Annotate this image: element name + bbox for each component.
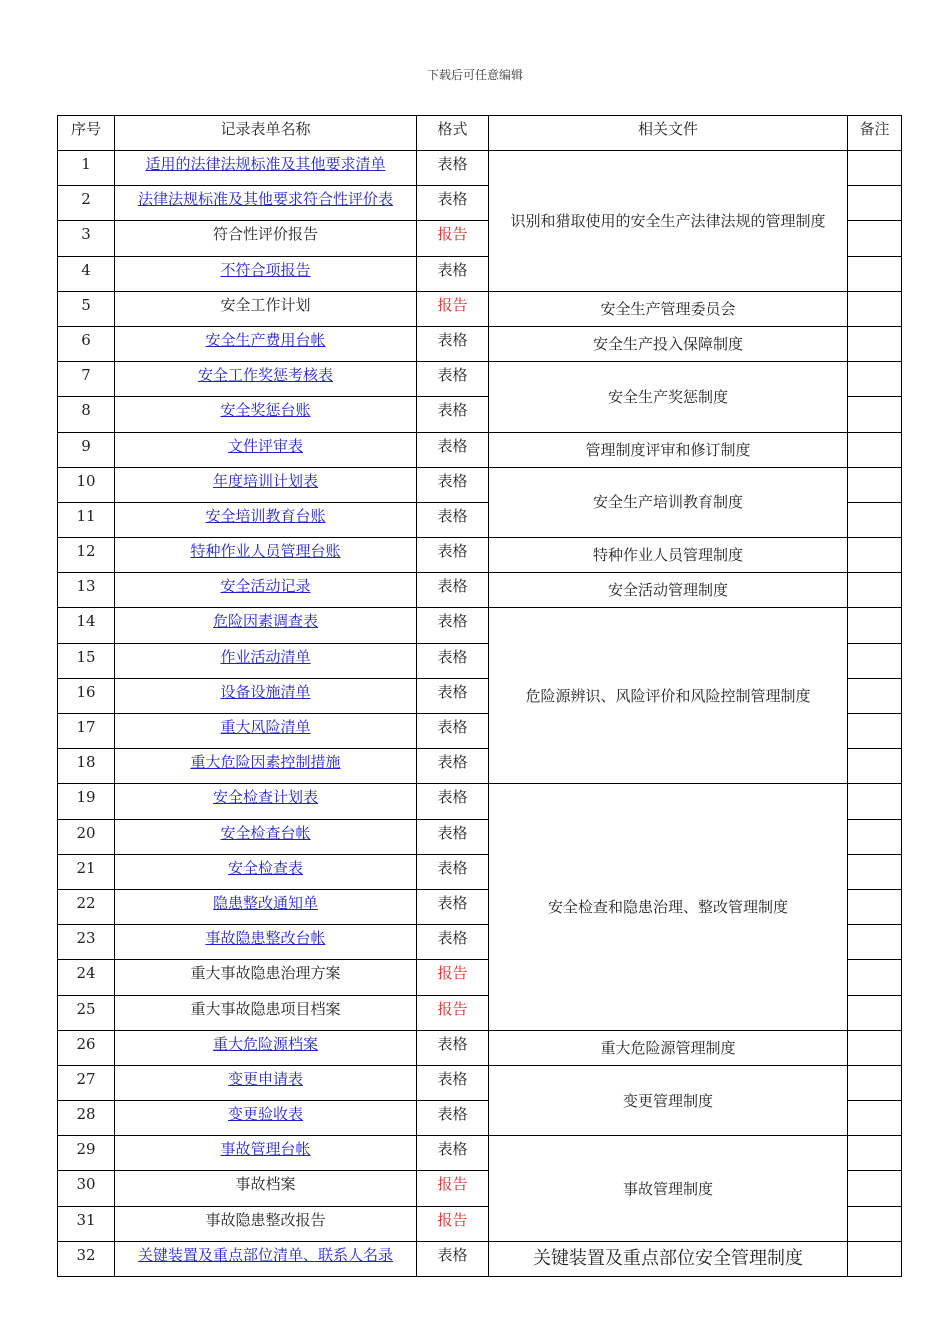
record-name-cell	[115, 538, 417, 573]
record-name-cell	[115, 960, 417, 995]
record-name-link[interactable]: 重大危险因素控制措施	[190, 753, 341, 772]
table-row	[58, 362, 902, 397]
table-row	[58, 1136, 902, 1171]
record-name-cell	[115, 326, 417, 361]
remarks-cell	[848, 326, 902, 361]
format-cell: 表格	[417, 678, 489, 713]
row-index: 20	[58, 819, 115, 854]
table-body	[58, 151, 902, 1277]
table-row	[58, 1030, 902, 1065]
format-cell: 表格	[417, 186, 489, 221]
record-name-link[interactable]: 适用的法律法规标准及其他要求清单	[145, 155, 386, 173]
related-doc-cell: 安全活动管理制度	[489, 573, 848, 608]
format-cell: 表格	[417, 749, 489, 784]
remarks-cell	[848, 1206, 902, 1241]
format-cell: 报告	[417, 291, 489, 326]
table-row	[58, 608, 902, 643]
format-cell: 表格	[417, 502, 489, 537]
row-index: 31	[58, 1206, 115, 1241]
remarks-cell	[848, 854, 902, 889]
record-name-cell	[115, 221, 417, 256]
remarks-cell	[848, 1101, 902, 1136]
row-index: 14	[58, 608, 115, 643]
column-header-related-docs: 相关文件	[489, 116, 848, 151]
record-name-cell	[115, 995, 417, 1030]
record-name-text: 重大事故隐患治理方案	[190, 964, 341, 983]
record-name-cell	[115, 608, 417, 643]
record-name-link[interactable]: 安全奖惩台账	[220, 401, 311, 420]
remarks-cell	[848, 502, 902, 537]
record-name-link[interactable]: 安全检查计划表	[212, 788, 318, 807]
row-index: 25	[58, 995, 115, 1030]
record-name-link[interactable]: 安全工作奖惩考核表	[197, 366, 333, 385]
record-name-cell	[115, 467, 417, 502]
related-doc-cell: 变更管理制度	[489, 1065, 848, 1135]
format-cell: 表格	[417, 1030, 489, 1065]
remarks-cell	[848, 432, 902, 467]
record-name-cell	[115, 1241, 417, 1276]
format-cell: 表格	[417, 714, 489, 749]
record-name-link[interactable]: 设备设施清单	[220, 682, 311, 701]
row-index: 5	[58, 291, 115, 326]
remarks-cell	[848, 678, 902, 713]
related-doc-cell: 事故管理制度	[489, 1136, 848, 1242]
record-name-link[interactable]: 事故管理台帐	[220, 1140, 311, 1159]
format-cell: 表格	[417, 1065, 489, 1100]
records-table	[57, 115, 902, 1277]
row-index: 8	[58, 397, 115, 432]
row-index: 28	[58, 1101, 115, 1136]
record-name-link[interactable]: 安全生产费用台帐	[205, 330, 326, 349]
remarks-cell	[848, 221, 902, 256]
record-name-link[interactable]: 危险因素调查表	[212, 612, 318, 631]
format-cell: 表格	[417, 1101, 489, 1136]
table-row	[58, 573, 902, 608]
format-cell: 表格	[417, 819, 489, 854]
row-index: 13	[58, 573, 115, 608]
record-name-link[interactable]: 重大风险清单	[220, 718, 311, 736]
record-name-cell	[115, 643, 417, 678]
table-row	[58, 538, 902, 573]
format-cell: 表格	[417, 854, 489, 889]
row-index: 4	[58, 256, 115, 291]
format-cell: 表格	[417, 256, 489, 291]
record-name-text: 事故隐患整改报告	[205, 1210, 326, 1229]
remarks-cell	[848, 608, 902, 643]
record-name-cell	[115, 1136, 417, 1171]
row-index: 29	[58, 1136, 115, 1171]
format-cell: 报告	[417, 1171, 489, 1206]
table-row	[58, 432, 902, 467]
related-doc-cell: 危险源辨识、风险评价和风险控制管理制度	[489, 608, 848, 784]
remarks-cell	[848, 889, 902, 924]
remarks-cell	[848, 1030, 902, 1065]
record-name-link[interactable]: 隐患整改通知单	[212, 893, 318, 912]
format-cell: 表格	[417, 1241, 489, 1276]
table-header-row	[58, 116, 902, 151]
record-name-cell	[115, 1030, 417, 1065]
table-row	[58, 326, 902, 361]
record-name-link[interactable]: 变更验收表	[227, 1105, 303, 1124]
format-cell: 报告	[417, 1206, 489, 1241]
record-name-cell	[115, 784, 417, 819]
row-index: 23	[58, 925, 115, 960]
row-index: 9	[58, 432, 115, 467]
remarks-cell	[848, 186, 902, 221]
record-name-cell	[115, 1065, 417, 1100]
record-name-link[interactable]: 作业活动清单	[220, 647, 311, 666]
remarks-cell	[848, 1065, 902, 1100]
record-name-link[interactable]: 事故隐患整改台帐	[205, 929, 326, 948]
format-cell: 表格	[417, 889, 489, 924]
record-name-cell	[115, 749, 417, 784]
record-name-link[interactable]: 不符合项报告	[220, 260, 311, 279]
format-cell: 报告	[417, 960, 489, 995]
table-row	[58, 151, 902, 186]
format-cell: 表格	[417, 432, 489, 467]
row-index: 7	[58, 362, 115, 397]
related-doc-cell: 安全检查和隐患治理、整改管理制度	[489, 784, 848, 1030]
record-name-cell	[115, 362, 417, 397]
row-index: 15	[58, 643, 115, 678]
related-doc-cell: 安全生产培训教育制度	[489, 467, 848, 537]
row-index: 10	[58, 467, 115, 502]
column-header-format: 格式	[417, 116, 489, 151]
row-index: 6	[58, 326, 115, 361]
remarks-cell	[848, 995, 902, 1030]
record-name-link[interactable]: 变更申请表	[227, 1069, 303, 1088]
format-cell: 报告	[417, 221, 489, 256]
record-name-cell	[115, 714, 417, 749]
record-name-cell	[115, 819, 417, 854]
related-doc-cell: 关键装置及重点部位安全管理制度	[489, 1241, 848, 1276]
related-doc-cell: 特种作业人员管理制度	[489, 538, 848, 573]
remarks-cell	[848, 819, 902, 854]
related-doc-cell: 管理制度评审和修订制度	[489, 432, 848, 467]
record-name-cell	[115, 573, 417, 608]
row-index: 2	[58, 186, 115, 221]
row-index: 3	[58, 221, 115, 256]
table-row	[58, 1241, 902, 1276]
related-doc-cell: 识别和猎取使用的安全生产法律法规的管理制度	[489, 151, 848, 292]
format-cell: 表格	[417, 925, 489, 960]
format-cell: 表格	[417, 1136, 489, 1171]
record-name-link[interactable]: 安全活动记录	[220, 577, 311, 596]
record-name-cell	[115, 397, 417, 432]
format-cell: 表格	[417, 397, 489, 432]
record-name-cell	[115, 854, 417, 889]
record-name-text: 安全工作计划	[220, 295, 311, 314]
row-index: 21	[58, 854, 115, 889]
record-name-text: 重大事故隐患项目档案	[190, 999, 341, 1018]
record-name-link[interactable]: 特种作业人员管理台账	[190, 542, 341, 561]
remarks-cell	[848, 784, 902, 819]
remarks-cell	[848, 960, 902, 995]
format-cell: 表格	[417, 608, 489, 643]
table-row	[58, 291, 902, 326]
record-name-link[interactable]: 重大危险源档案	[212, 1034, 318, 1053]
related-doc-cell: 安全生产投入保障制度	[489, 326, 848, 361]
record-name-link[interactable]: 安全检查台帐	[220, 823, 311, 842]
remarks-cell	[848, 256, 902, 291]
row-index: 19	[58, 784, 115, 819]
related-doc-cell: 重大危险源管理制度	[489, 1030, 848, 1065]
row-index: 16	[58, 678, 115, 713]
remarks-cell	[848, 1171, 902, 1206]
column-header-remarks: 备注	[848, 116, 902, 151]
remarks-cell	[848, 714, 902, 749]
record-name-text: 事故档案	[235, 1175, 296, 1194]
remarks-cell	[848, 1241, 902, 1276]
record-name-cell	[115, 1101, 417, 1136]
record-name-cell	[115, 925, 417, 960]
row-index: 32	[58, 1241, 115, 1276]
record-name-cell	[115, 1206, 417, 1241]
page-header-note: 下载后可任意编辑	[426, 68, 523, 82]
row-index: 11	[58, 502, 115, 537]
remarks-cell	[848, 1136, 902, 1171]
format-cell: 表格	[417, 151, 489, 186]
remarks-cell	[848, 291, 902, 326]
format-cell: 表格	[417, 467, 489, 502]
row-index: 22	[58, 889, 115, 924]
record-name-link[interactable]: 文件评审表	[227, 436, 303, 455]
row-index: 30	[58, 1171, 115, 1206]
remarks-cell	[848, 362, 902, 397]
record-name-link[interactable]: 安全培训教育台账	[205, 506, 326, 525]
table-row	[58, 1065, 902, 1100]
table-row	[58, 467, 902, 502]
record-name-cell	[115, 889, 417, 924]
column-header-index: 序号	[58, 116, 115, 151]
row-index: 17	[58, 714, 115, 749]
format-cell: 表格	[417, 784, 489, 819]
column-header-record-name: 记录表单名称	[115, 116, 417, 151]
row-index: 18	[58, 749, 115, 784]
row-index: 24	[58, 960, 115, 995]
format-cell: 表格	[417, 362, 489, 397]
remarks-cell	[848, 749, 902, 784]
record-name-cell	[115, 502, 417, 537]
related-doc-cell: 安全生产管理委员会	[489, 291, 848, 326]
record-name-link[interactable]: 法律法规标准及其他要求符合性评价表	[137, 190, 393, 209]
remarks-cell	[848, 151, 902, 186]
record-name-link[interactable]: 关键装置及重点部位清单、联系人名录	[137, 1245, 393, 1264]
record-name-link[interactable]: 安全检查表	[227, 858, 303, 877]
format-cell: 表格	[417, 573, 489, 608]
row-index: 27	[58, 1065, 115, 1100]
related-doc-cell: 安全生产奖惩制度	[489, 362, 848, 432]
record-name-text: 符合性评价报告	[212, 225, 318, 244]
record-name-cell	[115, 291, 417, 326]
format-cell: 表格	[417, 538, 489, 573]
record-name-cell	[115, 432, 417, 467]
row-index: 1	[58, 151, 115, 186]
format-cell: 报告	[417, 995, 489, 1030]
remarks-cell	[848, 925, 902, 960]
row-index: 12	[58, 538, 115, 573]
remarks-cell	[848, 467, 902, 502]
record-name-cell	[115, 186, 417, 221]
remarks-cell	[848, 643, 902, 678]
record-name-link[interactable]: 年度培训计划表	[212, 471, 318, 490]
record-name-cell	[115, 151, 417, 186]
record-name-cell	[115, 1171, 417, 1206]
remarks-cell	[848, 397, 902, 432]
format-cell: 表格	[417, 326, 489, 361]
remarks-cell	[848, 538, 902, 573]
table-row	[58, 784, 902, 819]
record-name-cell	[115, 256, 417, 291]
row-index: 26	[58, 1030, 115, 1065]
remarks-cell	[848, 573, 902, 608]
format-cell: 表格	[417, 643, 489, 678]
record-name-cell	[115, 678, 417, 713]
